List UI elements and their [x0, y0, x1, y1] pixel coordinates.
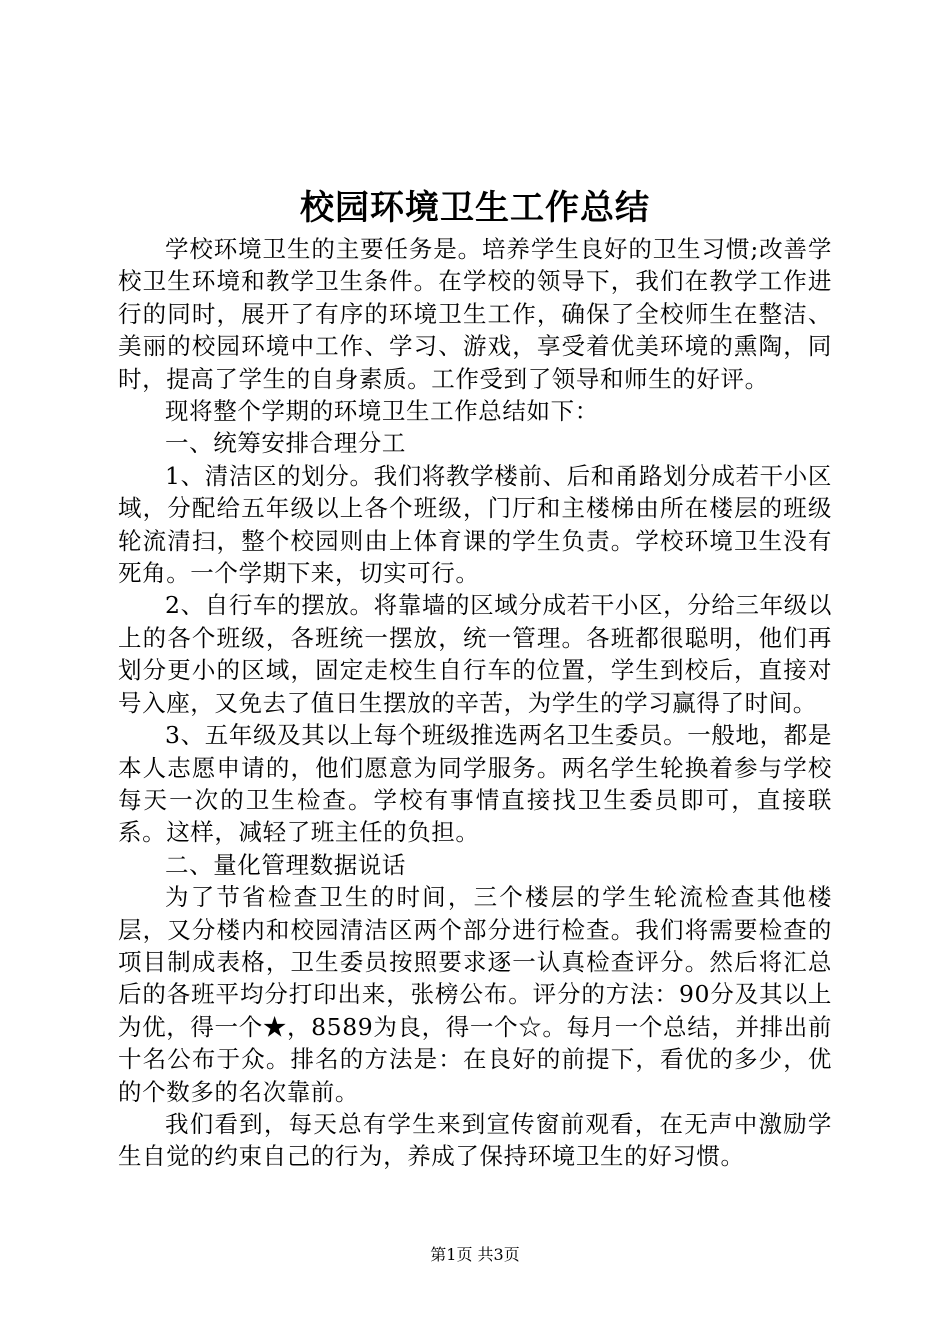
- paragraph-summary-lead: 现将整个学期的环境卫生工作总结如下：: [165, 397, 599, 426]
- document-body: [118, 233, 832, 1173]
- paragraph-item-2: 2、自行车的摆放。将靠墙的区域分成若干小区，分给三年级以上的各个班级，各班统一摆放，统一管理。各班都很聪明，他们再划分更小的区域，固定走校生自行车的位置，学生到校后，直接对号入座，又免去了值日生摆放的辛苦，为学生的学习赢得了时间。: [118, 591, 832, 717]
- page-footer: 第1页 共3页: [430, 1245, 520, 1264]
- paragraph-conclusion: 我们看到，每天总有学生来到宣传窗前观看，在无声中激励学生自觉的约束自己的行为，养成了保持环境卫生的好习惯。: [118, 1109, 832, 1171]
- paragraph-item-3: 3、五年级及其以上每个班级推选两名卫生委员。一般地，都是本人志愿申请的，他们愿意为同学服务。两名学生轮换着参与学校每天一次的卫生检查。学校有事情直接找卫生委员即可，直接联系。这样，减轻了班主任的负担。: [118, 721, 832, 847]
- section-heading-2: 二、量化管理数据说话: [165, 850, 406, 879]
- page-title: 校园环境卫生工作总结: [300, 188, 650, 228]
- paragraph-scoring: 为了节省检查卫生的时间，三个楼层的学生轮流检查其他楼层，又分楼内和校园清洁区两个部分进行检查。我们将需要检查的项目制成表格，卫生委员按照要求逐一认真检查评分。然后将汇总后的各班平均分打印出来，张榜公布。评分的方法：90分及其以上为优，得一个★，8589为良，得一个☆。每月一个总结，并排出前十名公布于众。排名的方法是：在良好的前提下，看优的多少，优的个数多的名次靠前。: [118, 883, 832, 1106]
- section-heading-1: 一、统筹安排合理分工: [165, 429, 406, 458]
- paragraph-intro: 学校环境卫生的主要任务是。培养学生良好的卫生习惯;改善学校卫生环境和教学卫生条件。在学校的领导下，我们在教学工作进行的同时，展开了有序的环境卫生工作，确保了全校师生在整洁、美丽的校园环境中工作、学习、游戏，享受着优美环境的熏陶，同时，提高了学生的自身素质。工作受到了领导和师生的好评。: [118, 235, 832, 393]
- paragraph-item-1: 1、清洁区的划分。我们将教学楼前、后和甬路划分成若干小区域，分配给五年级以上各个班级，门厅和主楼梯由所在楼层的班级轮流清扫，整个校园则由上体育课的学生负责。学校环境卫生没有死角。一个学期下来，切实可行。: [118, 461, 832, 588]
